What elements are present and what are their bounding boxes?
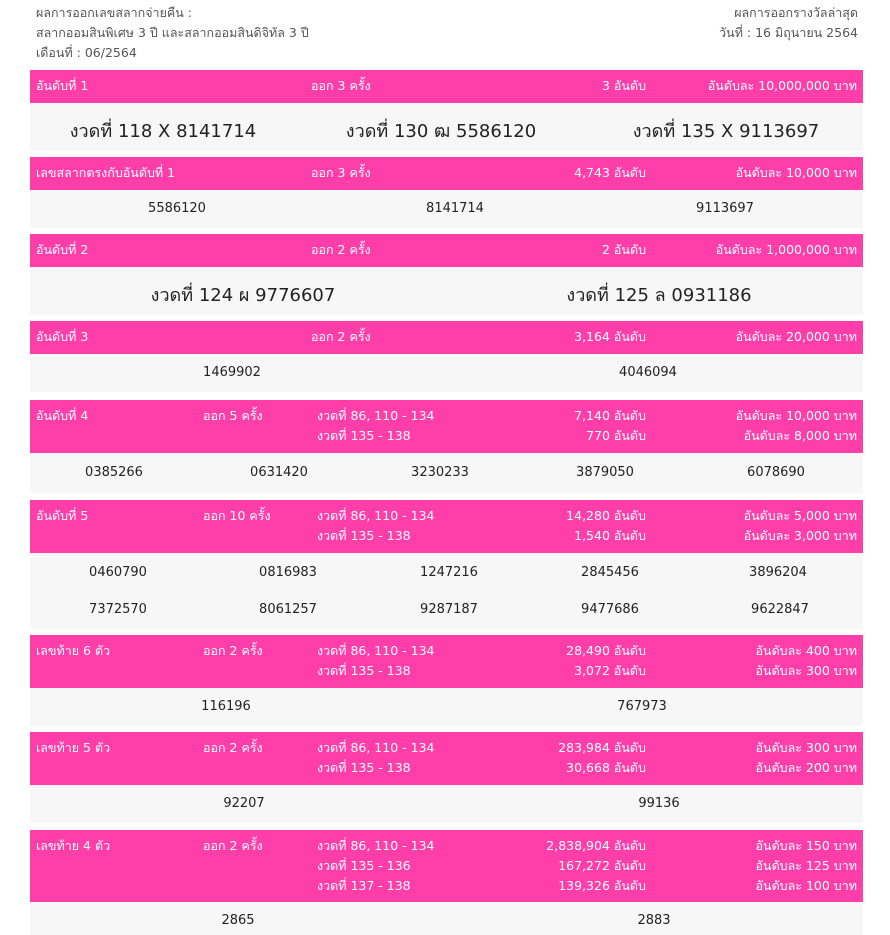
prize-name: อันดับที่ 2 (36, 242, 89, 257)
prize-count: 14,280 อันดับ (566, 508, 646, 523)
result-row (30, 354, 863, 392)
prize-count: 2,838,904 อันดับ (546, 838, 646, 853)
draw-range: งวดที่ 86, 110 - 134 (317, 740, 435, 755)
prize-amount: อันดับละ 300 บาท (755, 740, 857, 755)
winning-number: 5586120 (148, 201, 206, 216)
prize-times: ออก 2 ครั้ง (203, 838, 263, 853)
header-left-line: ผลการออกเลขสลากจ่ายคืน : (36, 5, 192, 20)
winning-number: 92207 (223, 796, 265, 811)
winning-number: 1469902 (203, 365, 261, 380)
prize-name: อันดับที่ 4 (36, 408, 89, 423)
result-row (30, 453, 863, 493)
prize-amount: อันดับละ 200 บาท (755, 760, 857, 775)
prize-name: เลขท้าย 5 ตัว (36, 740, 111, 755)
prize-amount: อันดับละ 10,000 บาท (735, 165, 857, 180)
header-right (719, 3, 858, 43)
prize-amount: อันดับละ 10,000,000 บาท (707, 78, 857, 93)
winning-number: 0385266 (85, 465, 143, 480)
prize-header-bar (30, 830, 863, 902)
winning-number: งวดที่ 130 ฒ 5586120 (345, 121, 537, 142)
prize-name: เลขท้าย 6 ตัว (36, 643, 111, 658)
draw-range: งวดที่ 86, 110 - 134 (317, 643, 435, 658)
winning-number: 3879050 (576, 465, 634, 480)
prize-times: ออก 10 ครั้ง (203, 508, 271, 523)
draw-range: งวดที่ 135 - 138 (317, 663, 411, 678)
draw-range: งวดที่ 135 - 138 (317, 428, 411, 443)
result-row (30, 553, 863, 629)
prize-times: ออก 2 ครั้ง (311, 242, 371, 257)
winning-number: 6078690 (747, 465, 805, 480)
prize-amount: อันดับละ 10,000 บาท (735, 408, 857, 423)
prize-times: ออก 5 ครั้ง (203, 408, 263, 423)
draw-range: งวดที่ 86, 110 - 134 (317, 408, 435, 423)
prize-name: อันดับที่ 1 (36, 78, 89, 93)
prize-name: อันดับที่ 5 (36, 508, 89, 523)
prize-amount: อันดับละ 8,000 บาท (743, 428, 857, 443)
prize-amount: อันดับละ 400 บาท (755, 643, 857, 658)
draw-range: งวดที่ 137 - 138 (317, 878, 411, 893)
prize-header-bar (30, 321, 863, 354)
prize-count: 7,140 อันดับ (574, 408, 646, 423)
prize-header-bar (30, 400, 863, 453)
winning-number: งวดที่ 135 X 9113697 (632, 121, 820, 142)
prize-times: ออก 2 ครั้ง (203, 643, 263, 658)
winning-number: 2845456 (581, 565, 639, 580)
header-left-line: สลากออมสินพิเศษ 3 ปี และสลากออมสินดิจิทัล 3 ปี (36, 25, 309, 40)
winning-number: 0816983 (259, 565, 317, 580)
winning-number: งวดที่ 125 ล 0931186 (566, 285, 752, 306)
winning-number: 0631420 (250, 465, 308, 480)
prize-times: ออก 2 ครั้ง (311, 329, 371, 344)
winning-number: 767973 (617, 699, 667, 714)
draw-range: งวดที่ 135 - 136 (317, 858, 411, 873)
header-right-line: วันที่ : 16 มิถุนายน 2564 (719, 25, 858, 40)
header-left-line: เดือนที่ : 06/2564 (36, 45, 137, 60)
prize-count: 2 อันดับ (601, 242, 646, 257)
winning-number: 4046094 (619, 365, 677, 380)
prize-count: 4,743 อันดับ (574, 165, 646, 180)
result-row (30, 902, 863, 935)
winning-number: 2865 (221, 913, 255, 928)
prize-times: ออก 2 ครั้ง (203, 740, 263, 755)
prize-count: 167,272 อันดับ (558, 858, 646, 873)
winning-number: 116196 (201, 699, 251, 714)
winning-number: 9113697 (696, 201, 754, 216)
result-row (30, 785, 863, 823)
winning-number: งวดที่ 124 ผ 9776607 (150, 285, 336, 306)
prize-count: 283,984 อันดับ (558, 740, 646, 755)
prize-name: เลขท้าย 4 ตัว (36, 838, 111, 853)
prize-amount: อันดับละ 125 บาท (755, 858, 857, 873)
winning-number: 9287187 (420, 602, 478, 617)
winning-number: 3230233 (411, 465, 469, 480)
prize-amount: อันดับละ 5,000 บาท (743, 508, 857, 523)
result-row (30, 103, 863, 151)
prize-count: 3,072 อันดับ (574, 663, 646, 678)
winning-number: 8061257 (259, 602, 317, 617)
prize-count: 139,326 อันดับ (558, 878, 646, 893)
winning-number: 7372570 (89, 602, 147, 617)
winning-number: 99136 (638, 796, 680, 811)
prize-count: 3 อันดับ (601, 78, 646, 93)
result-row (30, 190, 863, 228)
winning-number: 0460790 (89, 565, 147, 580)
winning-number: 1247216 (420, 565, 478, 580)
prize-count: 28,490 อันดับ (566, 643, 646, 658)
winning-number: 2883 (637, 913, 671, 928)
prize-amount: อันดับละ 3,000 บาท (743, 528, 857, 543)
prize-amount: อันดับละ 100 บาท (755, 878, 857, 893)
prize-header-bar (30, 234, 863, 267)
result-row (30, 267, 863, 315)
prize-amount: อันดับละ 150 บาท (755, 838, 857, 853)
header-left (36, 3, 309, 63)
prize-header-bar (30, 157, 863, 190)
winning-number: 3896204 (749, 565, 807, 580)
prize-amount: อันดับละ 1,000,000 บาท (715, 242, 857, 257)
prize-count: 3,164 อันดับ (574, 329, 646, 344)
prize-times: ออก 3 ครั้ง (311, 78, 371, 93)
winning-number: 8141714 (426, 201, 484, 216)
prize-times: ออก 3 ครั้ง (311, 165, 371, 180)
prize-count: 30,668 อันดับ (566, 760, 646, 775)
header-right-line: ผลการออกรางวัลล่าสุด (734, 5, 858, 20)
prize-amount: อันดับละ 20,000 บาท (735, 329, 857, 344)
prize-header-bar (30, 70, 863, 103)
prize-name: เลขสลากตรงกับอันดับที่ 1 (36, 165, 176, 180)
winning-number: 9622847 (751, 602, 809, 617)
prize-count: 770 อันดับ (586, 428, 646, 443)
draw-range: งวดที่ 86, 110 - 134 (317, 838, 435, 853)
prize-count: 1,540 อันดับ (574, 528, 646, 543)
prize-header-bar (30, 635, 863, 688)
draw-range: งวดที่ 135 - 138 (317, 528, 411, 543)
prize-amount: อันดับละ 300 บาท (755, 663, 857, 678)
draw-range: งวดที่ 135 - 138 (317, 760, 411, 775)
prize-header-bar (30, 732, 863, 785)
prize-header-bar (30, 500, 863, 553)
draw-range: งวดที่ 86, 110 - 134 (317, 508, 435, 523)
winning-number: 9477686 (581, 602, 639, 617)
prize-name: อันดับที่ 3 (36, 329, 89, 344)
result-row (30, 688, 863, 726)
winning-number: งวดที่ 118 X 8141714 (69, 121, 257, 142)
